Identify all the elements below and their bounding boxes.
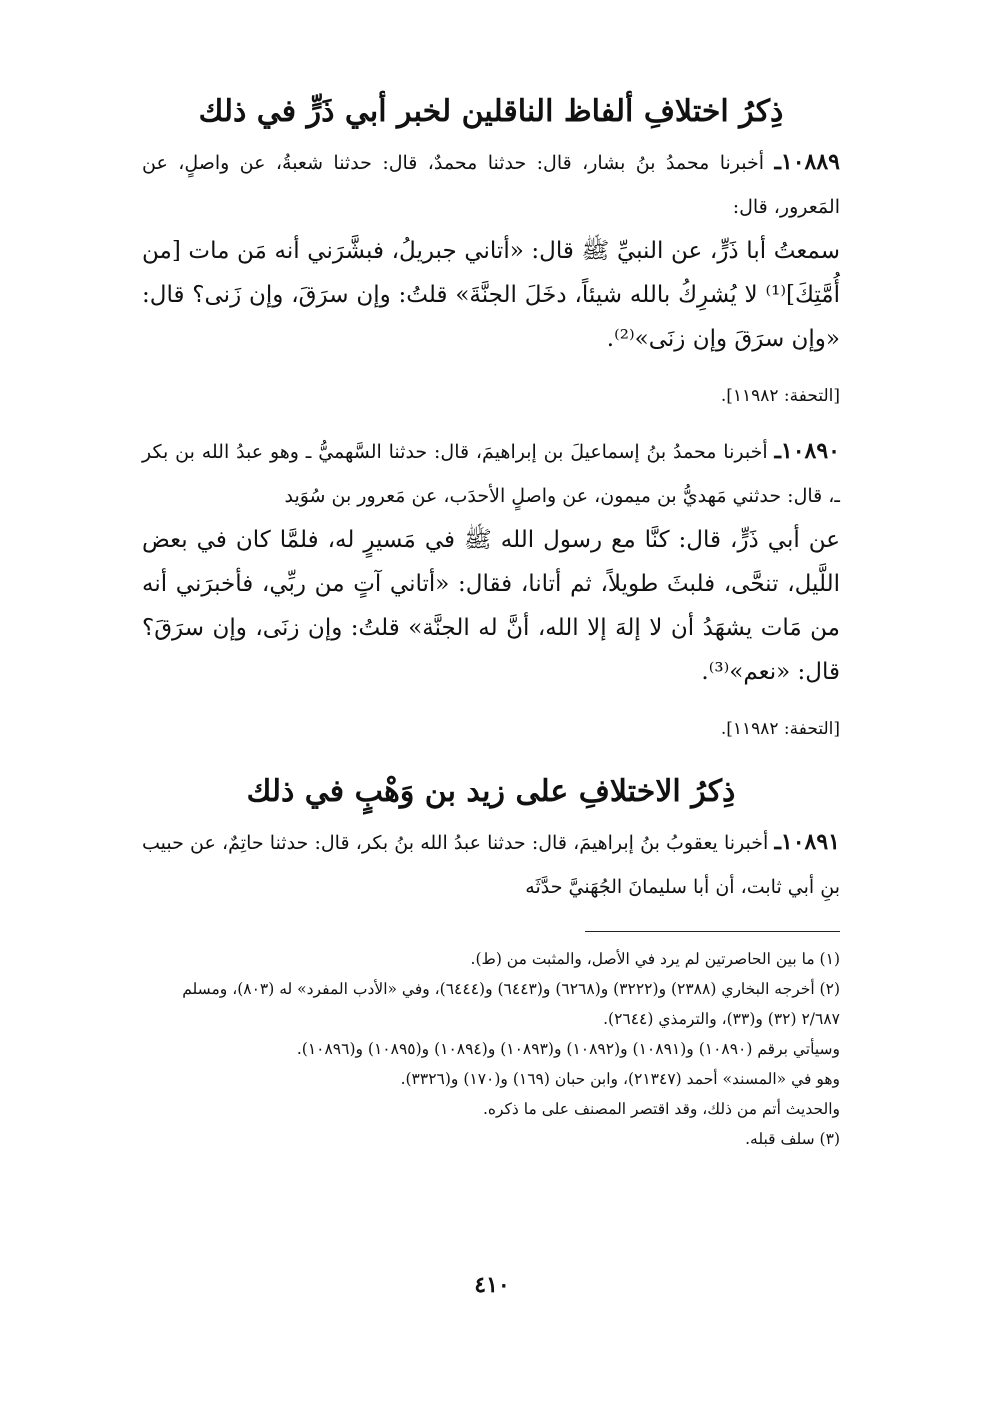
footnote: وهو في «المسند» أحمد (٢١٣٤٧)، وابن حبان (١٦٩) و(١٧٠) و(٣٣٢٦).	[400, 1070, 840, 1088]
isnad-text: أخبرنا يعقوبُ بنُ إبراهيمَ، قال: حدثنا عبدُ الله بنُ بكر، قال: حدثنا حاتِمٌ، عن حبيب بنِ أبي ثابت، أن أبا سليمانَ الجُهَنيَّ حدَّثَه	[142, 832, 840, 898]
hadith-isnad	[142, 429, 840, 518]
footnotes	[142, 944, 840, 1154]
hadith-matn: سمعتُ أبا ذَرٍّ، عن النبيِّ ﷺ قال: «أتاني جبريلُ، فبشَّرَني أنه مَن مات [من أُمَّتِكَ]⁽¹⁾ لا يُشرِكُ بالله شيئاً، دخَلَ الجنَّةَ» قلتُ: وإن سرَقَ، وإن زَنى؟ قال: «وإن سرَقَ وإن زنَى»⁽²⁾.	[142, 238, 840, 352]
hadith-number: ١٠٨٩١ـ	[774, 829, 840, 855]
footnote: (٢) أخرجه البخاري (٢٣٨٨) و(٣٢٢٢) و(٦٢٦٨) و(٦٤٤٣) و(٦٤٤٤)، وفي «الأدب المفرد» له (٨٠٣)، ومسلم ٢/٦٨٧ (٣٢) و(٣٣)، والترمذي (٢٦٤٤).	[182, 980, 840, 1028]
footnote: (١) ما بين الحاصرتين لم يرد في الأصل، والمثبت من (ط).	[470, 950, 840, 968]
hadith-number: ١٠٨٨٩ـ	[774, 149, 840, 175]
hadith-10891	[142, 820, 840, 909]
footnote: وسيأتي برقم (١٠٨٩٠) و(١٠٨٩١) و(١٠٨٩٢) و(١٠٨٩٣) و(١٠٨٩٤) و(١٠٨٩٥) و(١٠٨٩٦).	[296, 1040, 840, 1058]
hadith-isnad	[142, 140, 840, 229]
hadith-10889	[142, 140, 840, 411]
section-heading-1: ذِكرُ اختلافِ ألفاظ الناقلين لخبر أبي ذَرٍّ في ذلك	[198, 94, 784, 129]
isnad-text: أخبرنا محمدُ بنُ بشار، قال: حدثنا محمدٌ، قال: حدثنا شعبةُ، عن واصلٍ، عن المَعرور، قال:	[142, 152, 840, 218]
hadith-number: ١٠٨٩٠ـ	[774, 438, 840, 464]
footnote-divider	[585, 931, 840, 932]
isnad-text: أخبرنا محمدُ بنُ إسماعيلَ بن إبراهيمَ، قال: حدثنا السَّهميُّ ـ وهو عبدُ الله بن بكر ـ، قال: حدثني مَهديُّ بن ميمون، عن واصلٍ الأحدَب، عن مَعرور بن سُوَيد	[142, 441, 840, 507]
tuhfa-reference: [التحفة: ١١٩٨٢].	[720, 719, 840, 739]
page-number: ٤١٠	[474, 1272, 510, 1298]
hadith-10890	[142, 429, 840, 744]
section-heading-2: ذِكرُ الاختلافِ على زيد بن وَهْبٍ في ذلك	[246, 774, 736, 809]
footnote: والحديث أتم من ذلك، وقد اقتصر المصنف على ما ذكره.	[482, 1100, 840, 1118]
footnote: (٣) سلف قبله.	[745, 1130, 840, 1148]
hadith-matn: عن أبي ذَرٍّ، قال: كنَّا مع رسول الله ﷺ في مَسيرٍ له، فلمَّا كان في بعض اللَّيل، تنحَّى، فلبثَ طويلاً، ثم أتانا، فقال: «أتاني آتٍ من ربِّي، فأخبرَني أنه من مَات يشهَدُ أن لا إلهَ إلا الله، أنَّ له الجنَّة» قلتُ: وإن زنَى، وإن سرَقَ؟ قال: «نعم»⁽³⁾.	[142, 527, 840, 685]
tuhfa-reference: [التحفة: ١١٩٨٢].	[720, 386, 840, 406]
hadith-isnad	[142, 820, 840, 909]
